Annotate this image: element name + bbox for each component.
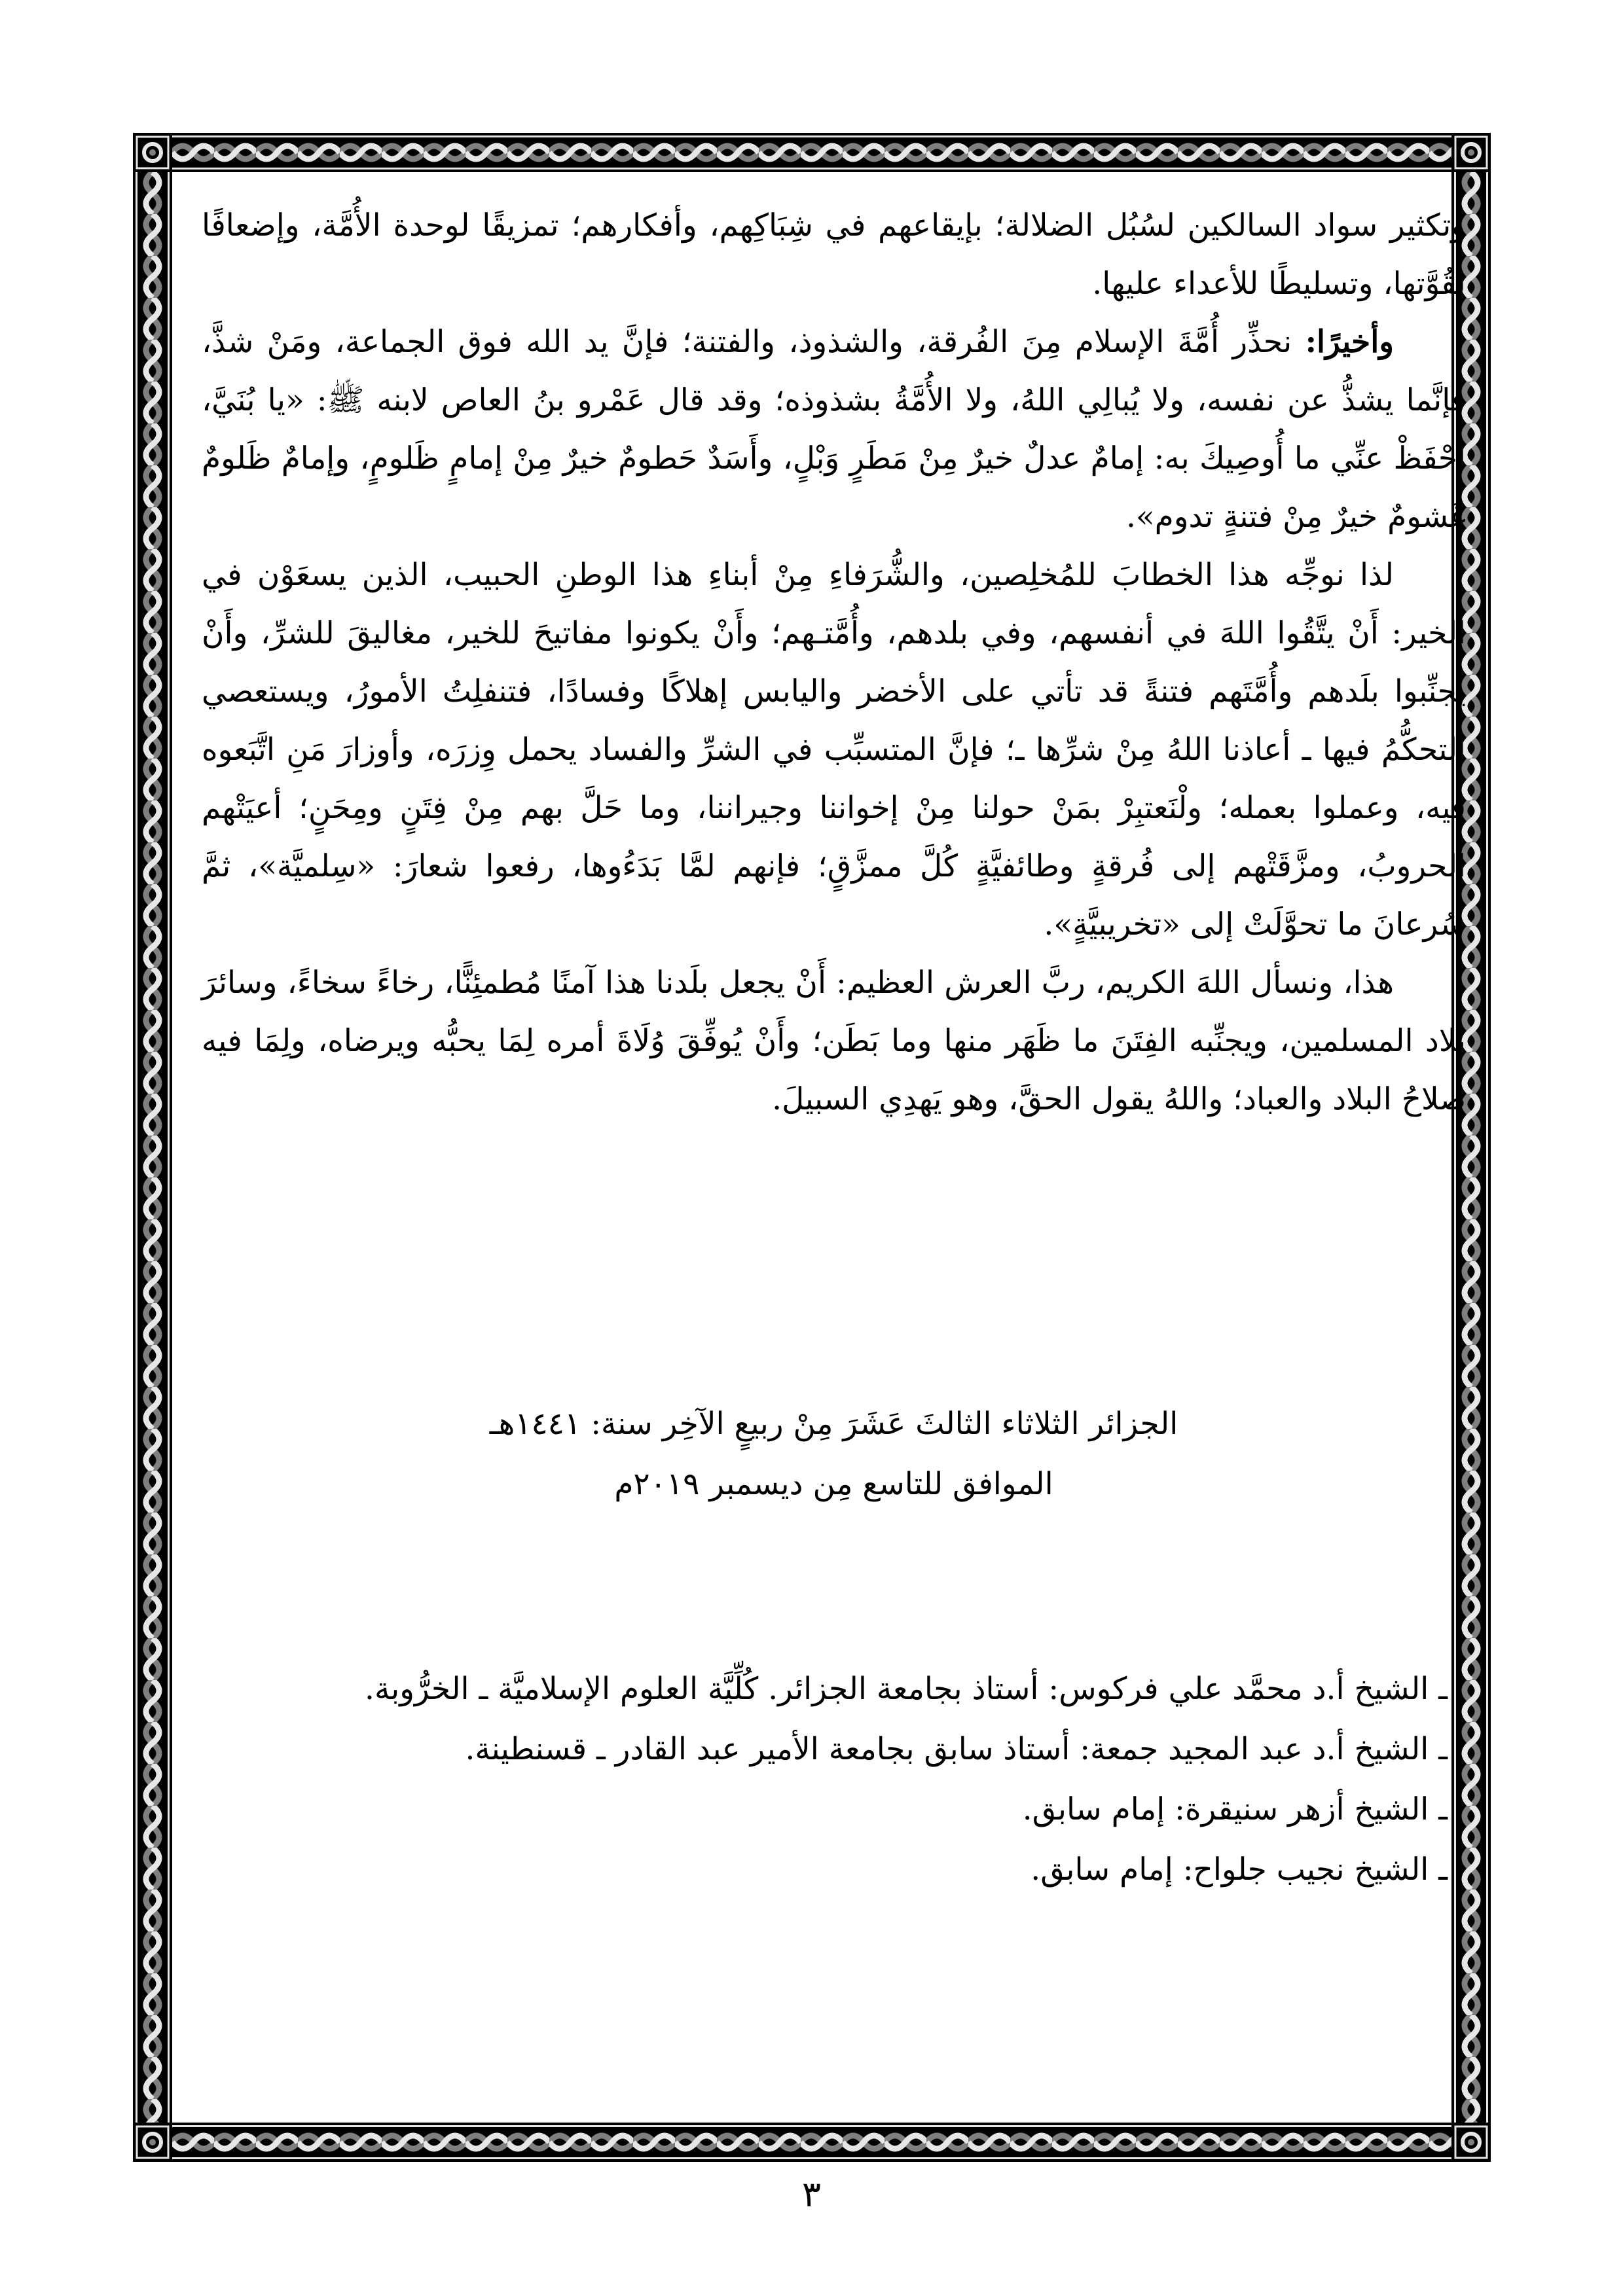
border-corner-ring-icon bbox=[133, 133, 172, 172]
gregorian-date: الموافق للتاسع مِن ديسمبر ٢٠١٩م bbox=[614, 1466, 1053, 1502]
braid-pattern-top bbox=[172, 133, 1451, 172]
date-block bbox=[202, 1394, 1466, 1515]
paragraph-text: وتكثير سواد السالكين لسُبُل الضلالة؛ بإيقاعهم في شِبَاكِهم، وأفكارهم؛ تمزيقًا لوحدة الأُمَّة، وإضعافًا لقُوَّتها، وتسليطًا للأعداء عليها. bbox=[202, 207, 1466, 302]
paragraph-text: هذا، ونسأل اللهَ الكريم، ربَّ العرش العظيم: أَنْ يجعل بلَدنا هذا آمنًا مُطمئِنًّا، رخاءً سخاءً، وسائرَ بلاد المسلمين، ويجنِّبه الفِتَنَ ما ظَهَر منها وما بَطَن؛ وأَنْ يُوفِّقَ وُلَاةَ أمره لِمَا يحبُّه ويرضاه، ولِمَا فيه صلاحُ البلاد والعباد؛ واللهُ يقول الحقَّ، وهو يَهدِي السبيلَ. bbox=[202, 965, 1466, 1117]
document-body bbox=[202, 196, 1466, 1128]
signatories-list bbox=[202, 1659, 1448, 1900]
signatory-item: ـ الشيخ نجيب جلواح: إمام سابق. bbox=[1030, 1852, 1448, 1888]
border-corner-ring-icon bbox=[1451, 133, 1491, 172]
paragraph-warning bbox=[202, 313, 1466, 546]
paragraph-address bbox=[202, 546, 1466, 954]
border-corner-ring-icon bbox=[133, 2123, 172, 2162]
signatory-item: ـ الشيخ أ.د عبد المجيد جمعة: أستاذ سابق بجامعة الأمير عبد القادر ـ قسنطينة. bbox=[465, 1731, 1448, 1767]
paragraph-text: لذا نوجِّه هذا الخطابَ للمُخلِصين، والشُّرَفاءِ مِنْ أبناءِ هذا الوطنِ الحبيب، الذين يسعَوْن في الخير: أَنْ يتَّقُوا اللهَ في أنفسهم، وفي بلدهم، وأُمَّتـهم؛ وأَنْ يكونوا مفاتيحَ للخير، مغاليقَ للشرِّ، وأَنْ يجنِّبوا بلَدهم وأُمَّتَهم فتنةً قد تأتي على الأخضر واليابس إهلاكًا وفسادًا، فتنفلِتُ الأمورُ، ويستعصي التحكُّمُ فيها ـ أعاذنا اللهُ مِنْ شرِّها ـ؛ فإنَّ المتسبِّب في الشرِّ والفساد يحمل وِزرَه، وأوزارَ مَنِ اتَّبَعوه فيه، وعملوا بعمله؛ ولْنَعتبِرْ بمَنْ حولنا مِنْ إخواننا وجيراننا، وما حَلَّ بهم مِنْ فِتَنٍ ومِحَنٍ؛ أعيَتْهم الحروبُ، ومزَّقَتْهم إلى فُرقةٍ وطائفيَّةٍ كُلَّ ممزَّقٍ؛ فإنهم لمَّا بَدَءُوها، رفعوا شعارَ: «سِلميَّة»، ثمَّ سُرعانَ ما تحوَّلَتْ إلى «تخريبيَّةٍ». bbox=[202, 557, 1466, 942]
border-corner-ring-icon bbox=[1451, 2123, 1491, 2162]
paragraph-continuation bbox=[202, 196, 1466, 313]
paragraph-text: نحذِّر أُمَّةَ الإسلام مِنَ الفُرقة، والشذوذ، والفتنة؛ فإنَّ يد الله فوق الجماعة، ومَنْ شذَّ، فإنَّما يشذُّ عن نفسه، ولا يُبالِي اللهُ، ولا الأُمَّةُ بشذوذه؛ وقد قال عَمْرو بنُ العاص لابنه ﷺ: «يا بُنَيَّ، احْفَظْ عنِّي ما أُوصِيكَ به: إمامٌ عدلٌ خيرٌ مِنْ مَطَرٍ وَبْلٍ، وأَسَدٌ حَطومٌ خيرٌ مِنْ إمامٍ ظَلومٍ، وإمامٌ ظَلومٌ غَشومٌ خيرٌ مِنْ فتنةٍ تدوم». bbox=[202, 324, 1466, 535]
braid-pattern-left bbox=[133, 172, 172, 2123]
border-band-top bbox=[172, 133, 1451, 172]
signatory-item: ـ الشيخ أ.د محمَّد علي فركوس: أستاذ بجامعة الجزائر. كُلِّيَّة العلوم الإسلاميَّة ـ الخرُّوبة. bbox=[365, 1671, 1448, 1707]
signatory-item: ـ الشيخ أزهر سنيقرة: إمام سابق. bbox=[1022, 1791, 1448, 1827]
page-number: ٣ bbox=[801, 2174, 821, 2215]
hijri-date: الجزائر الثلاثاء الثالثَ عَشَرَ مِنْ ربيعٍ الآخِر سنة: ١٤٤١هـ bbox=[489, 1406, 1178, 1442]
border-band-bottom bbox=[172, 2123, 1451, 2162]
border-band-left bbox=[133, 172, 172, 2123]
paragraph-supplication bbox=[202, 954, 1466, 1128]
paragraph-lead-bold: وأخيرًا: bbox=[1305, 324, 1394, 360]
braid-pattern-bottom bbox=[172, 2123, 1451, 2162]
